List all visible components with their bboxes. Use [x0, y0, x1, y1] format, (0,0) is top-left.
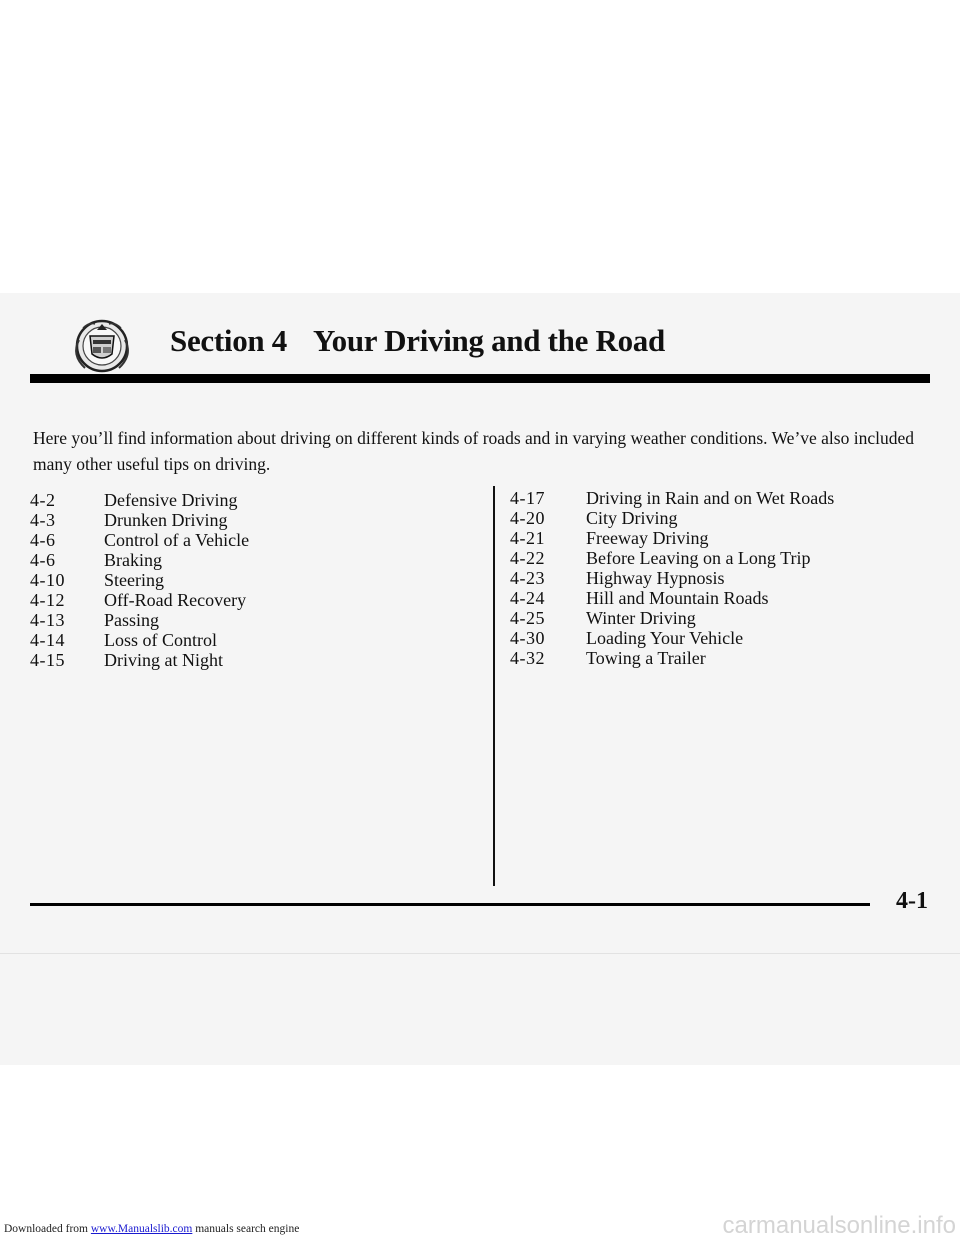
toc-page: 4-30 — [510, 628, 545, 648]
toc-entry[interactable] — [510, 488, 834, 508]
toc-page: 4-21 — [510, 528, 545, 548]
toc-title: Towing a Trailer — [586, 648, 706, 668]
manualslib-link[interactable]: www.Manualslib.com — [90, 1223, 193, 1235]
download-prefix: Downloaded from — [4, 1223, 88, 1235]
toc-title: Passing — [104, 610, 160, 630]
toc-page: 4-25 — [510, 608, 545, 628]
toc-entry[interactable] — [510, 588, 834, 608]
toc-title: Loading Your Vehicle — [586, 628, 744, 648]
toc-entry[interactable] — [510, 528, 834, 548]
toc-entry[interactable] — [30, 570, 249, 590]
toc-page: 4-23 — [510, 568, 545, 588]
toc-page: 4-6 — [30, 550, 56, 570]
header-rule — [30, 374, 930, 383]
toc-page: 4-17 — [510, 488, 545, 508]
toc-page: 4-3 — [30, 510, 56, 530]
toc-title: Highway Hypnosis — [586, 568, 725, 588]
toc-page: 4-13 — [30, 610, 65, 630]
toc-entry[interactable] — [30, 610, 249, 630]
intro-paragraph: Here you’ll find information about driving on different kinds of roads and in varying weather conditions. We’ve also included many other useful tips on driving. — [33, 428, 914, 474]
toc-title: Hill and Mountain Roads — [586, 588, 769, 608]
toc-entry[interactable] — [30, 650, 249, 670]
toc-entry[interactable] — [30, 490, 249, 510]
toc-entry[interactable] — [510, 568, 834, 588]
toc-title: Steering — [104, 570, 164, 590]
toc-title: Braking — [104, 550, 162, 570]
toc-entry[interactable] — [30, 630, 249, 650]
toc-entry[interactable] — [510, 628, 834, 648]
toc-page: 4-10 — [30, 570, 65, 590]
download-note — [4, 1223, 299, 1235]
toc-entry[interactable] — [30, 550, 249, 570]
section-label: Section 4 — [170, 323, 287, 358]
column-divider — [493, 486, 495, 886]
toc-title: Winter Driving — [586, 608, 696, 628]
cadillac-crest-icon — [57, 310, 147, 380]
watermark: carmanualsonline.info — [722, 1212, 956, 1239]
section-title: Your Driving and the Road — [313, 323, 665, 358]
toc-entry[interactable] — [30, 590, 249, 610]
scan-edge-line — [0, 953, 960, 954]
toc-page: 4-12 — [30, 590, 65, 610]
toc-title: Driving in Rain and on Wet Roads — [586, 488, 835, 508]
toc-title: Defensive Driving — [104, 490, 238, 510]
footer-rule — [30, 903, 870, 906]
section-heading — [170, 323, 665, 359]
manual-page — [0, 293, 960, 1065]
toc-entry[interactable] — [510, 548, 834, 568]
toc-entry[interactable] — [510, 608, 834, 628]
toc-title: Driving at Night — [104, 650, 223, 670]
page-number: 4-1 — [896, 888, 928, 914]
toc-page: 4-6 — [30, 530, 56, 550]
toc-page: 4-24 — [510, 588, 545, 608]
toc-page: 4-14 — [30, 630, 65, 650]
toc-page: 4-15 — [30, 650, 65, 670]
toc-left-column — [30, 490, 249, 670]
toc-entry[interactable] — [510, 508, 834, 528]
toc-right-column — [510, 488, 834, 668]
toc-title: Before Leaving on a Long Trip — [586, 548, 811, 568]
toc-entry[interactable] — [30, 530, 249, 550]
toc-title: Off-Road Recovery — [104, 590, 247, 610]
toc-title: Loss of Control — [104, 630, 218, 650]
toc-page: 4-22 — [510, 548, 545, 568]
toc-entry[interactable] — [510, 648, 834, 668]
toc-page: 4-2 — [30, 490, 56, 510]
download-suffix: manuals search engine — [195, 1223, 300, 1235]
toc-page: 4-32 — [510, 648, 545, 668]
toc-title: Control of a Vehicle — [104, 530, 250, 550]
toc-title: City Driving — [586, 508, 678, 528]
toc-page: 4-20 — [510, 508, 545, 528]
toc-title: Freeway Driving — [586, 528, 709, 548]
toc-title: Drunken Driving — [104, 510, 228, 530]
toc-entry[interactable] — [30, 510, 249, 530]
